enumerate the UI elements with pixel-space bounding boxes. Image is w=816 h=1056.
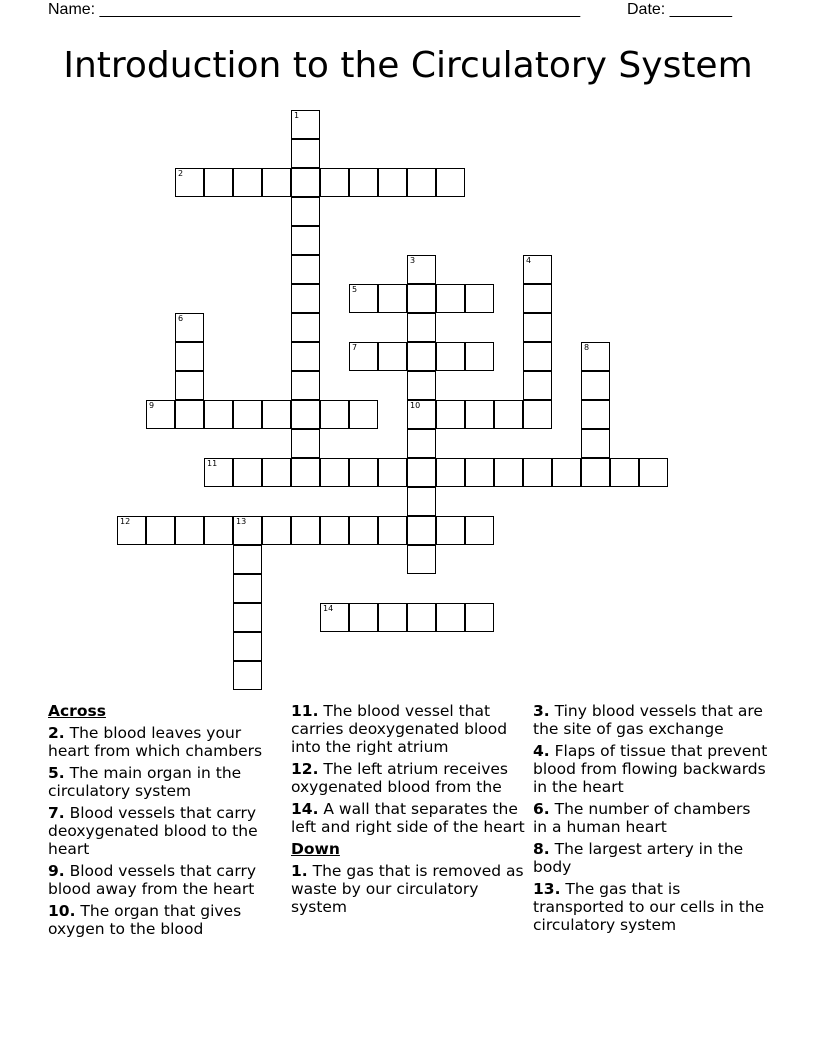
crossword-cell[interactable] [436, 603, 465, 632]
crossword-cell[interactable] [291, 458, 320, 487]
clue-number: 14. [291, 800, 319, 818]
clue-number: 13. [533, 880, 561, 898]
clue-down-4 [533, 742, 769, 796]
cell-number: 3 [410, 256, 416, 265]
clue-text: The gas that is removed as waste by our circulatory system [291, 862, 524, 916]
crossword-cell[interactable] [465, 284, 494, 313]
clues-column-3 [533, 702, 769, 938]
crossword-cell[interactable] [175, 516, 204, 545]
crossword-cell[interactable] [494, 458, 523, 487]
clue-across-12 [291, 760, 527, 796]
crossword-cell[interactable] [233, 400, 262, 429]
crossword-cell[interactable] [291, 371, 320, 400]
crossword-cell[interactable] [175, 313, 204, 342]
crossword-cell[interactable] [407, 516, 436, 545]
crossword-cell[interactable] [465, 458, 494, 487]
crossword-cell[interactable] [581, 342, 610, 371]
crossword-cell[interactable] [407, 255, 436, 284]
crossword-cell[interactable] [349, 603, 378, 632]
clues-column-2 [291, 702, 527, 920]
crossword-cell[interactable] [262, 458, 291, 487]
crossword-cell[interactable] [436, 168, 465, 197]
down-heading: Down [291, 840, 340, 858]
crossword-cell[interactable] [204, 458, 233, 487]
clue-number: 11. [291, 702, 319, 720]
clue-number: 4. [533, 742, 550, 760]
cell-number: 14 [323, 604, 334, 613]
clue-down-6 [533, 800, 769, 836]
crossword-cell[interactable] [407, 342, 436, 371]
crossword-cell[interactable] [407, 400, 436, 429]
clue-across-14 [291, 800, 527, 836]
clue-text: The gas that is transported to our cells in the circulatory system [533, 880, 765, 934]
clue-text: Blood vessels that carry blood away from the heart [48, 862, 257, 898]
crossword-cell[interactable] [291, 429, 320, 458]
crossword-cell[interactable] [291, 139, 320, 168]
clue-text: The number of chambers in a human heart [533, 800, 751, 836]
clue-text: The left atrium receives oxygenated blood from the [291, 760, 509, 796]
crossword-cell[interactable] [291, 400, 320, 429]
page-title: Introduction to the Circulatory System [63, 45, 753, 86]
crossword-cell[interactable] [494, 400, 523, 429]
clues-column-1 [48, 702, 284, 942]
cell-number: 6 [178, 314, 184, 323]
crossword-cell[interactable] [204, 516, 233, 545]
crossword-cell[interactable] [349, 400, 378, 429]
crossword-cell[interactable] [291, 342, 320, 371]
cell-number: 5 [352, 285, 358, 294]
clue-across-2 [48, 724, 284, 760]
crossword-cell[interactable] [175, 168, 204, 197]
crossword-cell[interactable] [378, 342, 407, 371]
crossword-cell[interactable] [291, 110, 320, 139]
crossword-cell[interactable] [291, 313, 320, 342]
clue-number: 9. [48, 862, 65, 880]
cell-number: 11 [207, 459, 218, 468]
crossword-cell[interactable] [407, 429, 436, 458]
crossword-cell[interactable] [233, 545, 262, 574]
crossword-cell[interactable] [349, 458, 378, 487]
crossword-cell[interactable] [523, 342, 552, 371]
clue-number: 10. [48, 902, 76, 920]
crossword-cell[interactable] [581, 400, 610, 429]
cell-number: 2 [178, 169, 184, 178]
crossword-cell[interactable] [436, 400, 465, 429]
crossword-cell[interactable] [407, 545, 436, 574]
crossword-cell[interactable] [378, 603, 407, 632]
crossword-cell[interactable] [320, 603, 349, 632]
crossword-cell[interactable] [349, 284, 378, 313]
crossword-cell[interactable] [262, 168, 291, 197]
clue-text: The largest artery in the body [533, 840, 744, 876]
crossword-cell[interactable] [291, 226, 320, 255]
clue-across-10 [48, 902, 284, 938]
crossword-cell[interactable] [175, 371, 204, 400]
crossword-cell[interactable] [320, 458, 349, 487]
crossword-cell[interactable] [465, 400, 494, 429]
crossword-cell[interactable] [349, 516, 378, 545]
clue-text: The main organ in the circulatory system [48, 764, 242, 800]
crossword-cell[interactable] [378, 284, 407, 313]
crossword-cell[interactable] [407, 371, 436, 400]
clue-down-3 [533, 702, 769, 738]
crossword-cell[interactable] [320, 400, 349, 429]
crossword-cell[interactable] [291, 197, 320, 226]
crossword-cell[interactable] [465, 603, 494, 632]
clue-number: 5. [48, 764, 65, 782]
crossword-cell[interactable] [523, 255, 552, 284]
crossword-cell[interactable] [262, 400, 291, 429]
crossword-cell[interactable] [465, 516, 494, 545]
clue-down-1 [291, 862, 527, 916]
crossword-cell[interactable] [233, 574, 262, 603]
clue-number: 8. [533, 840, 550, 858]
crossword-cell[interactable] [436, 458, 465, 487]
crossword-cell[interactable] [407, 487, 436, 516]
name-field-label[interactable]: Name: ______________________________________________________ [48, 1, 581, 18]
clue-number: 7. [48, 804, 65, 822]
crossword-cell[interactable] [349, 168, 378, 197]
clue-number: 1. [291, 862, 308, 880]
crossword-cell[interactable] [233, 603, 262, 632]
crossword-cell[interactable] [233, 661, 262, 690]
crossword-cell[interactable] [407, 603, 436, 632]
crossword-cell[interactable] [291, 255, 320, 284]
crossword-cell[interactable] [291, 516, 320, 545]
crossword-cell[interactable] [291, 168, 320, 197]
crossword-cell[interactable] [581, 371, 610, 400]
clue-number: 2. [48, 724, 65, 742]
crossword-cell[interactable] [349, 342, 378, 371]
crossword-cell[interactable] [523, 284, 552, 313]
cell-number: 8 [584, 343, 590, 352]
crossword-cell[interactable] [204, 168, 233, 197]
clue-text: Tiny blood vessels that are the site of gas exchange [533, 702, 763, 738]
clue-text: The blood leaves your heart from which chambers [48, 724, 263, 760]
crossword-cell[interactable] [175, 342, 204, 371]
clue-across-11 [291, 702, 527, 756]
clue-number: 12. [291, 760, 319, 778]
clue-across-7 [48, 804, 284, 858]
crossword-cell[interactable] [262, 516, 291, 545]
clue-across-9 [48, 862, 284, 898]
crossword-cell[interactable] [407, 313, 436, 342]
clue-down-8 [533, 840, 769, 876]
crossword-cell[interactable] [523, 458, 552, 487]
crossword-cell[interactable] [233, 458, 262, 487]
crossword-cell[interactable] [552, 458, 581, 487]
crossword-cell[interactable] [320, 168, 349, 197]
crossword-cell[interactable] [117, 516, 146, 545]
crossword-cell[interactable] [407, 458, 436, 487]
crossword-cell[interactable] [581, 429, 610, 458]
clue-text: A wall that separates the left and right side of the heart [291, 800, 525, 836]
date-field-label[interactable]: Date: _______ [627, 1, 732, 18]
cell-number: 13 [236, 517, 247, 526]
crossword-cell[interactable] [378, 168, 407, 197]
crossword-cell[interactable] [204, 400, 233, 429]
crossword-cell[interactable] [378, 458, 407, 487]
crossword-cell[interactable] [233, 632, 262, 661]
clue-text: Flaps of tissue that prevent blood from flowing backwards in the heart [533, 742, 768, 796]
crossword-cell[interactable] [523, 313, 552, 342]
crossword-cell[interactable] [378, 516, 407, 545]
cell-number: 7 [352, 343, 358, 352]
clue-down-13 [533, 880, 769, 934]
clue-text: Blood vessels that carry deoxygenated blood to the heart [48, 804, 258, 858]
cell-number: 9 [149, 401, 155, 410]
clue-number: 6. [533, 800, 550, 818]
crossword-cell[interactable] [407, 284, 436, 313]
crossword-cell[interactable] [175, 400, 204, 429]
cell-number: 10 [410, 401, 421, 410]
clue-text: The organ that gives oxygen to the blood [48, 902, 242, 938]
clue-text: The blood vessel that carries deoxygenated blood into the right atrium [291, 702, 508, 756]
across-heading: Across [48, 702, 106, 720]
cell-number: 1 [294, 111, 300, 120]
crossword-cell[interactable] [610, 458, 639, 487]
crossword-cell[interactable] [523, 371, 552, 400]
crossword-cell[interactable] [581, 458, 610, 487]
crossword-cell[interactable] [291, 284, 320, 313]
cell-number: 4 [526, 256, 532, 265]
crossword-cell[interactable] [523, 400, 552, 429]
crossword-cell[interactable] [146, 400, 175, 429]
crossword-cell[interactable] [436, 284, 465, 313]
clue-number: 3. [533, 702, 550, 720]
crossword-cell[interactable] [233, 516, 262, 545]
crossword-cell[interactable] [436, 342, 465, 371]
crossword-cell[interactable] [233, 168, 262, 197]
crossword-cell[interactable] [320, 516, 349, 545]
crossword-cell[interactable] [407, 168, 436, 197]
crossword-cell[interactable] [639, 458, 668, 487]
cell-number: 12 [120, 517, 131, 526]
clue-across-5 [48, 764, 284, 800]
crossword-cell[interactable] [465, 342, 494, 371]
crossword-cell[interactable] [146, 516, 175, 545]
crossword-cell[interactable] [436, 516, 465, 545]
